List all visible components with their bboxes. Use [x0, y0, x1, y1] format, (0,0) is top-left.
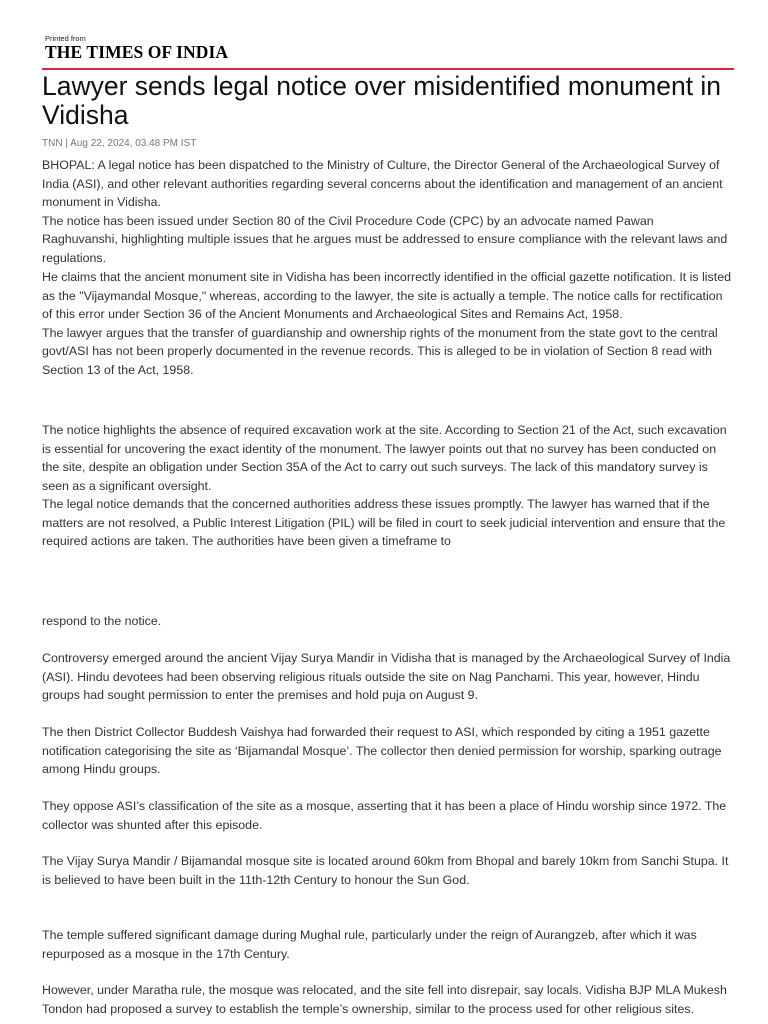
article-body-block-2	[42, 268, 732, 379]
article-paragraph: The lawyer argues that the transfer of guardianship and ownership rights of the monument from the state govt to the central govt/ASI has not been properly documented in the revenue records. This is alleged to be in violation of Section 8 read with Section 13 of the Act, 1958.	[42, 325, 718, 377]
article-body-block-4	[42, 612, 732, 631]
article-body-block-7	[42, 797, 732, 834]
article-body-block-10	[42, 981, 732, 1018]
article-byline: TNN | Aug 22, 2024, 03.48 PM IST	[42, 138, 197, 149]
article-body-block-3	[42, 421, 732, 551]
article-paragraph: The then District Collector Buddesh Vaishya had forwarded their request to ASI, which responded by citing a 1951 gazette notification categorising the site as ‘Bijamandal Mosque’. The collector then denied permission for worship, sparking outrage among Hindu groups.	[42, 725, 722, 776]
article-paragraph: However, under Maratha rule, the mosque was relocated, and the site fell into disrepair, say locals. Vidisha BJP MLA Mukesh Tondon had proposed a survey to establish the temple’s ownership, similar to the process used for other religious sites.	[42, 983, 727, 1016]
article-body-block-1	[42, 156, 732, 267]
article-paragraph: They oppose ASI’s classification of the site as a mosque, asserting that it has been a place of Hindu worship since 1972. The collector was shunted after this episode.	[42, 799, 727, 832]
article-paragraph: The notice has been issued under Section 80 of the Civil Procedure Code (CPC) by an advocate named Pawan Raghuvanshi, highlighting multiple issues that he argues must be addressed to ensure compliance with the relevant laws and regulations.	[42, 213, 728, 265]
article-body-block-6	[42, 723, 732, 779]
article-body-block-5	[42, 649, 732, 705]
printed-from-label: Printed from	[45, 34, 86, 43]
article-paragraph: The notice highlights the absence of required excavation work at the site. According to Section 21 of the Act, such excavation is essential for uncovering the exact identity of the monument. The lawyer points out that no survey has been conducted on the site, despite an obligation under Section 35A of the Act to carry out such surveys. The lack of this mandatory survey is seen as a significant oversight.	[42, 423, 727, 493]
masthead-divider	[42, 68, 734, 70]
article-paragraph: The temple suffered significant damage during Mughal rule, particularly under the reign of Aurangzeb, after which it was repurposed as a mosque in the 17th Century.	[42, 928, 697, 961]
article-headline: Lawyer sends legal notice over misidentified monument in Vidisha	[42, 71, 722, 130]
article-body-block-8	[42, 852, 732, 889]
article-paragraph: He claims that the ancient monument site in Vidisha has been incorrectly identified in the official gazette notification. It is listed as the "Vijaymandal Mosque," whereas, according to the lawyer, the site is actually a temple. The notice calls for rectification of this error under Section 36 of the Ancient Monuments and Archaeological Sites and Remains Act, 1958.	[42, 270, 731, 321]
masthead-logo: THE TIMES OF INDIA	[45, 42, 229, 62]
article-paragraph: respond to the notice.	[42, 614, 162, 628]
article-paragraph: The Vijay Surya Mandir / Bijamandal mosque site is located around 60km from Bhopal and barely 10km from Sanchi Stupa. It is believed to have been built in the 11th-12th Century to honour the Sun God.	[42, 854, 729, 887]
article-paragraph: The legal notice demands that the concerned authorities address these issues promptly. The lawyer has warned that if the matters are not resolved, a Public Interest Litigation (PIL) will be filed in court to seek judicial intervention and ensure that the required actions are taken. The authorities have been given a timeframe to	[42, 497, 726, 548]
article-paragraph: BHOPAL: A legal notice has been dispatched to the Ministry of Culture, the Director General of the Archaeological Survey of India (ASI), and other relevant authorities regarding several concerns about the identification and management of an ancient monument in Vidisha.	[42, 158, 723, 209]
article-page	[42, 34, 731, 1016]
article-body-block-9	[42, 926, 732, 963]
article-paragraph: Controversy emerged around the ancient Vijay Surya Mandir in Vidisha that is managed by the Archaeological Survey of India (ASI). Hindu devotees had been observing religious rituals outside the site on Nag Panchami. This year, however, Hindu groups had sought permission to enter the premises and hold puja on August 9.	[42, 651, 731, 702]
